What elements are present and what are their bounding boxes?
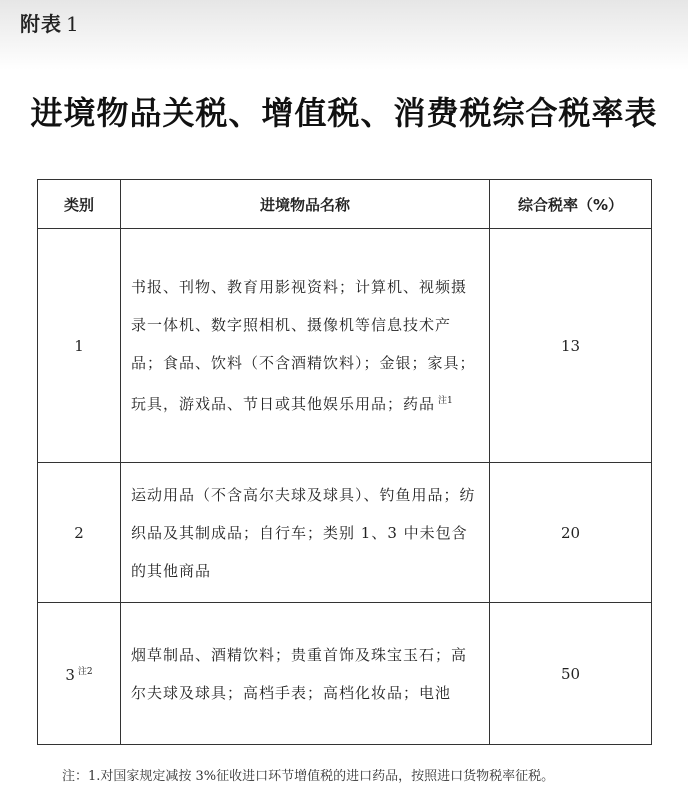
rate-value: 20 <box>560 523 581 542</box>
category-value: 3 <box>65 665 75 684</box>
table-header-row <box>38 180 652 229</box>
category-value: 1 <box>74 336 84 355</box>
category-cell <box>38 463 121 603</box>
appendix-label <box>20 8 80 37</box>
column-header-category: 类别 <box>38 180 121 229</box>
table-row <box>38 463 652 603</box>
item-name-text: 书报、刊物、教育用影视资料；计算机、视频摄录一体机、数字照相机、摄像机等信息技术产品；食品、饮料（不含酒精饮料）；金银；家具；玩具，游戏品、节日或其他娱乐用品；药品 <box>131 278 476 413</box>
appendix-label-text: 附表 <box>20 12 62 36</box>
item-name-text: 烟草制品、酒精饮料；贵重首饰及珠宝玉石；高尔夫球及球具；高档手表；高档化妆品；电池 <box>131 645 468 702</box>
item-name-cell <box>121 603 490 745</box>
table-row <box>38 229 652 463</box>
tax-rate-table <box>37 179 652 745</box>
rate-cell <box>490 603 652 745</box>
table-row <box>38 603 652 745</box>
rate-cell <box>490 229 652 463</box>
category-cell <box>38 229 121 463</box>
column-header-rate: 综合税率（%） <box>490 180 652 229</box>
category-value: 2 <box>74 523 84 542</box>
rate-value: 50 <box>560 664 581 683</box>
category-cell <box>38 603 121 745</box>
item-name-cell <box>121 463 490 603</box>
document-title: 进境物品关税、增值税、消费税综合税率表 <box>30 94 658 132</box>
header-band <box>0 0 688 70</box>
column-header-item-name: 进境物品名称 <box>121 180 490 229</box>
footnote: 注：1.对国家规定减按 3%征收进口环节增值税的进口药品，按照进口货物税率征税。 <box>62 769 555 784</box>
footnote-marker: 注2 <box>77 666 93 677</box>
footnote-marker: 注1 <box>438 396 453 406</box>
appendix-number: 1 <box>66 12 80 36</box>
rate-value: 13 <box>560 336 581 355</box>
item-name-text: 运动用品（不含高尔夫球及球具）、钓鱼用品；纺织品及其制成品；自行车；类别 1、3 中未包含的其他商品 <box>131 485 476 580</box>
rate-cell <box>490 463 652 603</box>
item-name-cell <box>121 229 490 463</box>
